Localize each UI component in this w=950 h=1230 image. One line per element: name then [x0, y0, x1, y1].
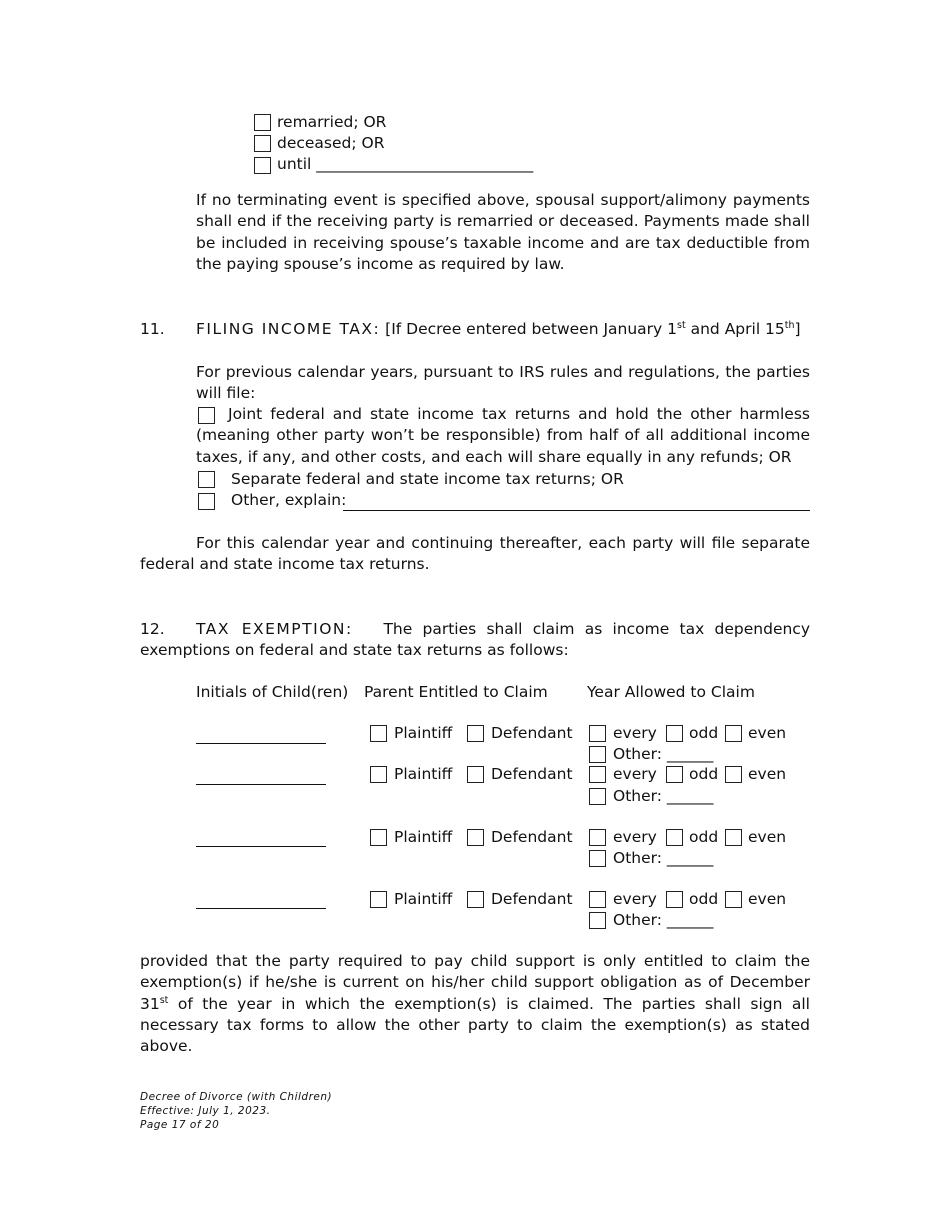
even-label: even	[748, 765, 787, 783]
joint-returns-label: Joint federal and state income tax returns and hold the other harmless (meaning other party won’t be responsible) from half of all additional income taxes, if any, and other costs, and each will share equally in any refunds; OR	[196, 405, 810, 466]
section-11-number: 11.	[140, 320, 165, 338]
col-initials-header: Initials of Child(ren)	[196, 683, 349, 701]
section-12-intro-block	[140, 619, 810, 662]
section-12-closing	[140, 951, 810, 1057]
other-explain-label: Other, explain:	[231, 491, 347, 509]
footer-effective: Effective: July 1, 2023.	[140, 1105, 271, 1117]
termination-note: If no terminating event is specified above, spousal support/alimony payments shall end if the receiving party is remarried or deceased. Payments made shall be included in receiving spouse’s taxable income and are tax deductible from the paying spouse’s income as required by law.	[196, 191, 810, 273]
child-initials-input[interactable]	[196, 784, 326, 785]
every-label: every	[613, 828, 657, 846]
every-label: every	[613, 890, 657, 908]
section-12-intro: The parties shall claim as income tax dependency exemptions on federal and state tax returns as follows:	[140, 620, 810, 660]
section-11-note-b: and April 15	[685, 320, 785, 338]
section-11-sup-b: th	[784, 319, 795, 331]
plaintiff-label: Plaintiff	[394, 828, 453, 846]
plaintiff-checkbox[interactable]	[370, 829, 387, 846]
plaintiff-label: Plaintiff	[394, 765, 453, 783]
every-label: every	[613, 724, 657, 742]
deceased-checkbox[interactable]	[254, 135, 271, 152]
defendant-label: Defendant	[491, 828, 573, 846]
separate-returns-label: Separate federal and state income tax returns; OR	[231, 470, 624, 488]
year-other-checkbox[interactable]	[589, 850, 606, 867]
defendant-checkbox[interactable]	[467, 891, 484, 908]
defendant-label: Defendant	[491, 890, 573, 908]
section-11-heading-line	[196, 319, 801, 340]
even-checkbox[interactable]	[725, 725, 742, 742]
defendant-label: Defendant	[491, 724, 573, 742]
defendant-label: Defendant	[491, 765, 573, 783]
odd-checkbox[interactable]	[666, 891, 683, 908]
footer-title: Decree of Divorce (with Children)	[140, 1091, 333, 1103]
even-label: even	[748, 890, 787, 908]
odd-label: odd	[689, 890, 719, 908]
section-12-closing-sup: st	[159, 994, 169, 1006]
odd-checkbox[interactable]	[666, 725, 683, 742]
odd-checkbox[interactable]	[666, 829, 683, 846]
until-checkbox[interactable]	[254, 157, 271, 174]
remarried-checkbox[interactable]	[254, 114, 271, 131]
plaintiff-label: Plaintiff	[394, 890, 453, 908]
child-initials-input[interactable]	[196, 743, 326, 744]
every-label: every	[613, 765, 657, 783]
other-explain-input[interactable]	[343, 510, 810, 511]
year-other-checkbox[interactable]	[589, 746, 606, 763]
even-label: even	[748, 724, 787, 742]
year-other-label: Other: ______	[613, 911, 714, 929]
section-12-closing-a: provided that the party required to pay child support is only entitled to claim the exemption(s) if he/she is current on his/her child support obligation as of December 31	[140, 952, 810, 1013]
year-other-label: Other: ______	[613, 787, 714, 805]
section-11-heading: FILING INCOME TAX:	[196, 320, 381, 338]
even-checkbox[interactable]	[725, 829, 742, 846]
deceased-label: deceased; OR	[277, 134, 385, 152]
remarried-label: remarried; OR	[277, 113, 387, 131]
section-11-sup-a: st	[677, 319, 686, 331]
odd-label: odd	[689, 724, 719, 742]
section-11-note-c: ]	[794, 320, 801, 338]
section-11-note-a: [If Decree entered between January 1	[385, 320, 677, 338]
plaintiff-checkbox[interactable]	[370, 766, 387, 783]
every-checkbox[interactable]	[589, 829, 606, 846]
year-other-label: Other: ______	[613, 849, 714, 867]
year-other-checkbox[interactable]	[589, 788, 606, 805]
plaintiff-checkbox[interactable]	[370, 725, 387, 742]
col-year-header: Year Allowed to Claim	[587, 683, 755, 701]
every-checkbox[interactable]	[589, 891, 606, 908]
child-initials-input[interactable]	[196, 908, 326, 909]
even-checkbox[interactable]	[725, 766, 742, 783]
other-explain-checkbox[interactable]	[198, 493, 215, 510]
col-parent-header: Parent Entitled to Claim	[364, 683, 548, 701]
section-12-closing-b: of the year in which the exemption(s) is claimed. The parties shall sign all necessary tax forms to allow the other party to claim the exemption(s) as stated above.	[140, 994, 810, 1056]
section-12-number: 12.	[140, 620, 165, 638]
every-checkbox[interactable]	[589, 725, 606, 742]
child-initials-input[interactable]	[196, 846, 326, 847]
section-11-closing: For this calendar year and continuing thereafter, each party will file separate federal and state income tax returns.	[140, 534, 810, 574]
defendant-checkbox[interactable]	[467, 766, 484, 783]
section-11-intro: For previous calendar years, pursuant to IRS rules and regulations, the parties will file:	[196, 363, 810, 403]
even-label: even	[748, 828, 787, 846]
plaintiff-checkbox[interactable]	[370, 891, 387, 908]
odd-checkbox[interactable]	[666, 766, 683, 783]
section-12-heading: TAX EXEMPTION:	[196, 620, 353, 638]
footer-page: Page 17 of 20	[140, 1119, 220, 1131]
defendant-checkbox[interactable]	[467, 829, 484, 846]
separate-returns-checkbox[interactable]	[198, 471, 215, 488]
defendant-checkbox[interactable]	[467, 725, 484, 742]
even-checkbox[interactable]	[725, 891, 742, 908]
odd-label: odd	[689, 828, 719, 846]
year-other-label: Other: ______	[613, 745, 714, 763]
every-checkbox[interactable]	[589, 766, 606, 783]
until-label: until ____________________________	[277, 155, 534, 173]
year-other-checkbox[interactable]	[589, 912, 606, 929]
odd-label: odd	[689, 765, 719, 783]
plaintiff-label: Plaintiff	[394, 724, 453, 742]
